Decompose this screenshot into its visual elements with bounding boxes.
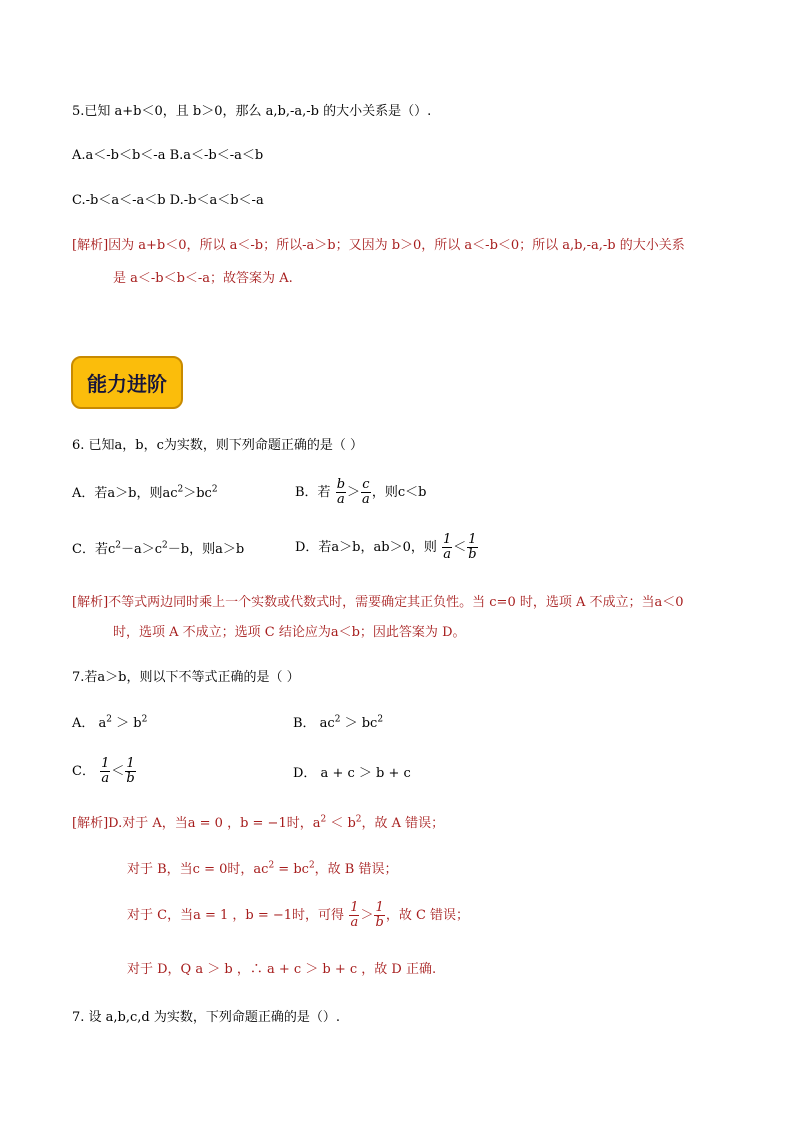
- q7-option-b: B． $ac^2 > bc^2$: [293, 714, 384, 731]
- q5-options-cd: C.-b＜a＜-a＜b D.-b＜a＜b＜-a: [72, 193, 264, 208]
- q6-option-a: A．若a＞b，则$ac^2>bc^2$: [72, 484, 218, 501]
- section-badge: 能力进阶: [71, 356, 183, 409]
- q5-options-ab: A.a＜-b＜b＜-a B.a＜-b＜-a＜b: [72, 148, 264, 163]
- q5-analysis-line2: 是 a＜-b＜b＜-a；故答案为 A.: [113, 271, 293, 286]
- fraction: $\frac{1}{a}$: [101, 756, 110, 786]
- fraction: $\frac{1}{a}$: [350, 900, 359, 930]
- q6-analysis-line1: [解析]不等式两边同时乘上一个实数或代数式时，需要确定其正负性。当 c=0 时，选项 A 不成立；当a＜0: [72, 595, 684, 610]
- fraction: $\frac{1}{a}$: [442, 532, 452, 562]
- fraction: $\frac{b}{a}$: [336, 477, 346, 507]
- q7-option-c: C． $\frac{1}{a}$ ＜ $\frac{1}{b}$: [72, 756, 135, 786]
- fraction: $\frac{1}{b}$: [126, 756, 135, 786]
- q7-analysis-line2: 对于 B，当c = 0时，$ac^2 = bc^2$，故 B 错误；: [127, 860, 398, 877]
- q5-stem: 5.已知 a+b＜0，且 b＞0，那么 a,b,-a,-b 的大小关系是（）.: [72, 104, 432, 119]
- q8-stem: 7. 设 a,b,c,d 为实数，下列命题正确的是（）.: [72, 1010, 341, 1025]
- q6-option-b: B．若 $\frac{b}{a}$ ＞ $\frac{c}{a}$ ，则c＜b: [295, 477, 427, 507]
- fraction: $\frac{1}{b}$: [375, 900, 384, 930]
- q6-option-c: C．若$c^2-a>c^2-b$，则a＞b: [72, 540, 245, 557]
- q5-analysis-line1: [解析]因为 a+b＜0，所以 a＜-b；所以-a＞b；又因为 b＞0，所以 a＜-b＜0；所以 a,b,-a,-b 的大小关系: [72, 238, 685, 253]
- q7-analysis-line3: 对于 C，当a = 1 ，b = −1时，可得 $\frac{1}{a}$ ＞ $\frac{1}{b}$ ，故 C 错误；: [127, 900, 470, 930]
- q7-option-d: D． a + c ＞ b + c: [293, 766, 411, 781]
- fraction: $\frac{1}{b}$: [468, 532, 477, 562]
- q7-analysis-line1: [解析]D.对于 A，当a = 0 ，b = −1时，$a^2 < b^2$，故 A 错误；: [72, 814, 445, 831]
- q6-stem: 6. 已知a，b，c为实数，则下列命题正确的是（ ）: [72, 438, 364, 453]
- fraction: $\frac{c}{a}$: [362, 477, 370, 507]
- q7-analysis-line4: 对于 D，Q a ＞ b ，∴ a + c ＞ b + c ，故 D 正确.: [127, 962, 437, 977]
- q7-stem: 7.若a＞b，则以下不等式正确的是（ ）: [72, 670, 300, 685]
- q7-option-a: A． $a^2 > b^2$: [72, 714, 148, 731]
- q6-analysis-line2: 时，选项 A 不成立；选项 C 结论应为a＜b；因此答案为 D。: [113, 625, 466, 640]
- q6-option-d: D．若a＞b，ab＞0，则 $\frac{1}{a}$ ＜ $\frac{1}{b}$: [295, 532, 477, 562]
